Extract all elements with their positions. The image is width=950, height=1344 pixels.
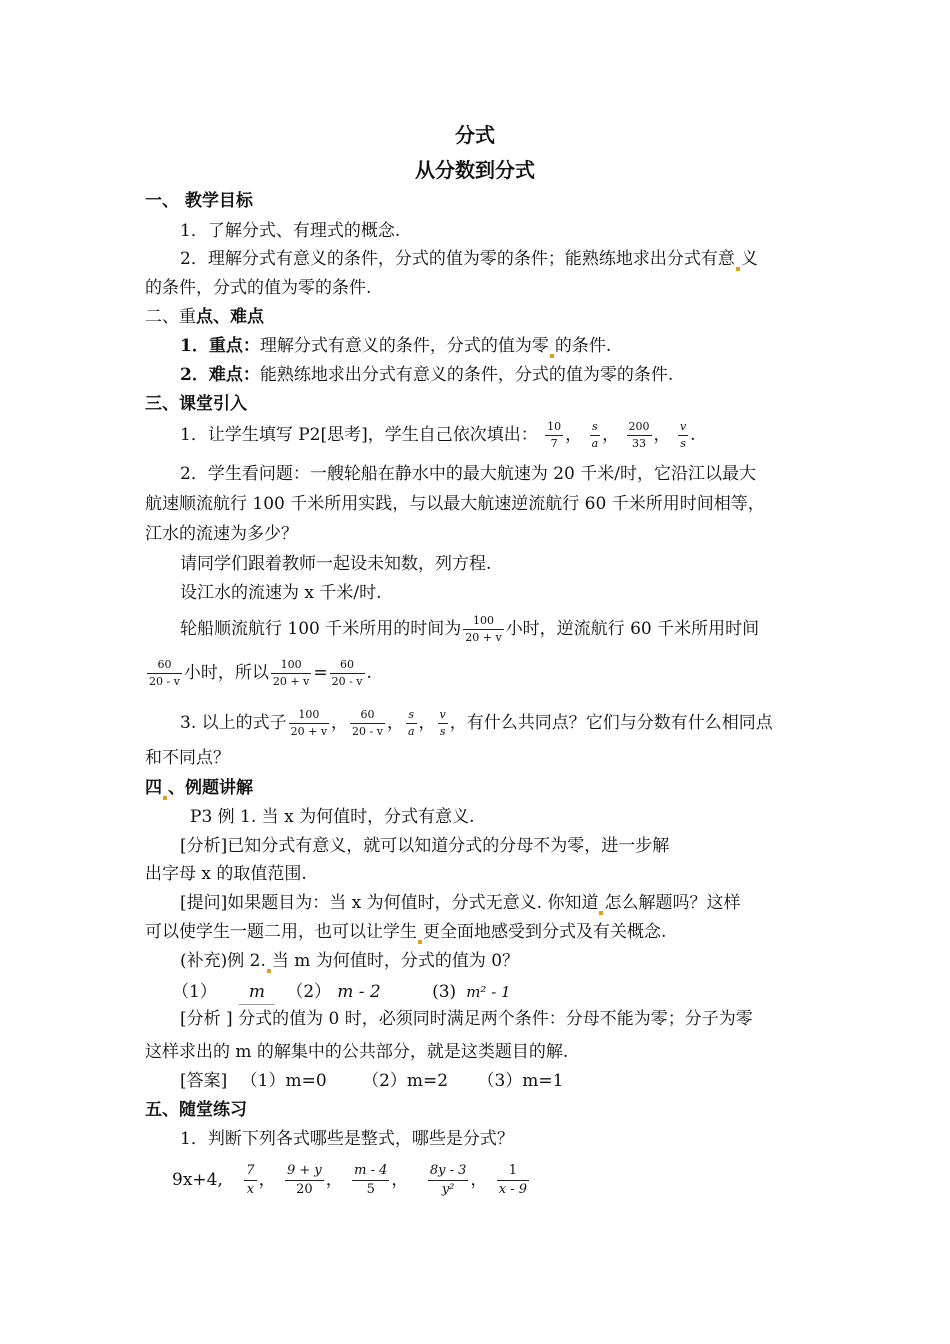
answer-label: [答案] <box>180 1071 228 1091</box>
section-1-heading: 一、 教学目标 <box>145 191 253 211</box>
s1-item-2a <box>180 247 950 271</box>
doc-subtitle: 从分数到分式 <box>415 158 535 182</box>
s3-item-3: 3. 以上的式子 $\frac{100}{20 + v}$ ， $\frac{60}{20 - v}$ ， $\frac{s}{a}$ ， $\frac{v}{s}$ ，有什么共同点？它们与分数有什么相同点 <box>180 708 773 738</box>
fraction-v-s: $\frac{v}{s}$ <box>679 420 687 450</box>
fraction-100-20plusv: $\frac{100}{20 + v}$ <box>272 658 310 688</box>
mark-dot <box>163 796 167 800</box>
s1-item-1: 1．了解分式、有理式的概念. <box>180 221 401 241</box>
s2-key-point <box>180 334 950 358</box>
s4-example-2: (补充)例 2. 当 m 为何值时，分式的值为 0？ <box>180 951 520 971</box>
fraction-200-33: $\frac{200}{33}$ <box>628 420 650 450</box>
s2-heading-bold: 点、难点 <box>196 307 264 327</box>
mark-dot <box>550 354 554 358</box>
s4-analysis-1a: [分析]已知分式有意义，就可以知道分式的分母不为零，进一步解 <box>180 836 670 856</box>
s3-item-2b: 航速顺流航行 100 千米所用实践，与以最大航速逆流航行 60 千米所用时间相等， <box>145 494 765 514</box>
section-5-heading: 五、随堂练习 <box>145 1100 247 1120</box>
section-3-heading: 三、课堂引入 <box>145 394 247 414</box>
doc-title: 分式 <box>455 123 495 147</box>
s3-item-3b: 和不同点？ <box>145 748 230 768</box>
s4-question-1a: [提问]如果题目为：当 x 为何值时，分式无意义. 你知道 怎么解题吗？这样 <box>180 893 741 913</box>
fraction-8y-3-y2: $\frac{8y - 3}{\text{y²}}$ <box>429 1163 467 1197</box>
problem-1-numerator: m <box>239 980 275 1005</box>
answer-3: （3）m=1 <box>477 1071 564 1091</box>
s2-diff-label: 2．难点： <box>180 365 260 385</box>
s2-diff-text: 能熟练地求出分式有意义的条件，分式的值为零的条件. <box>259 365 674 385</box>
s5-item-1: 1．判断下列各式哪些是整式，哪些是分式？ <box>180 1129 514 1149</box>
s3-paragraph-1: 请同学们跟着教师一起设未知数，列方程. <box>180 554 492 574</box>
s1-item-2b: 的条件，分式的值为零的条件. <box>145 278 372 298</box>
mark-dot <box>599 911 603 915</box>
s1-item-2a-text: 2．理解分式有意义的条件，分式的值为零的条件；能熟练地求出分式有意 <box>180 249 735 269</box>
s2-key-end: 的条件. <box>554 336 612 356</box>
problem-3-numerator: m² - 1 <box>466 983 511 1001</box>
s3-paragraph-3: 轮船顺流航行 100 千米所用的时间为 $\frac{100}{20 + v}$ 小时，逆流航行 60 千米所用时间 <box>180 614 760 644</box>
s2-difficulty <box>180 363 950 387</box>
fraction-100-20plusv: $\frac{100}{20 + v}$ <box>290 708 328 738</box>
mark-dot <box>267 969 271 973</box>
s5-expressions-row: 9x+4, $\frac{7}{x}$ ， $\frac{9 + y}{20}$ ， $\frac{m - 4}{5}$ ， $\frac{8y - 3}{\text{y²}}$ ， $\frac{1}{x - 9}$ <box>172 1163 528 1197</box>
s4-problems-row: （1） m （2） m - 2 (3) m² - 1 <box>172 980 950 1005</box>
fraction-m-4-5: $\frac{m - 4}{5}$ <box>354 1163 388 1197</box>
fraction-60-20minusv: $\frac{60}{20 - v}$ <box>352 708 383 738</box>
fraction-v-s: $\frac{v}{s}$ <box>439 708 446 738</box>
s4-question-1b: 可以使学生一题二用，也可以让学生 更全面地感受到分式及有关概念. <box>145 922 667 942</box>
fraction-1-x-9: $\frac{1}{x - 9}$ <box>498 1163 528 1197</box>
section-4-heading: 四 、例题讲解 <box>145 778 253 798</box>
fraction-60-20minusv: $\frac{60}{20 - v}$ <box>331 658 363 688</box>
s4-analysis-2b: 这样求出的 m 的解集中的公共部分，就是这类题目的解. <box>145 1042 569 1062</box>
s4-answers <box>180 1069 950 1093</box>
fraction-s-a: $\frac{s}{a}$ <box>591 420 599 450</box>
s3-item-1: 1．让学生填写 P2[思考]，学生自己依次填出： $\frac{10}{7}$ ， $\frac{s}{a}$ ， $\frac{200}{33}$ ， $\frac{v}{s}$ . <box>180 420 696 450</box>
mark-dot <box>736 267 740 271</box>
s4-analysis-2a: [分析 ] 分式的值为 0 时，必须同时满足两个条件：分母不能为零；分子为零 <box>180 1009 753 1029</box>
fraction-10-7: $\frac{10}{7}$ <box>547 420 562 450</box>
s3-item-1-text: 1．让学生填写 P2[思考]，学生自己依次填出： <box>180 425 538 445</box>
fraction-60-20minusv: $\frac{60}{20 - v}$ <box>149 658 180 688</box>
fraction-9plusy-20: $\frac{9 + y}{20}$ <box>286 1163 322 1197</box>
s2-key-label: 1．重点： <box>180 336 260 356</box>
s4-analysis-1b: 出字母 x 的取值范围. <box>145 864 307 884</box>
mark-dot <box>418 940 422 944</box>
section-2-heading <box>145 305 950 329</box>
s3-paragraph-4: $\frac{60}{20 - v}$ 小时，所以 $\frac{100}{20 + v}$ = $\frac{60}{20 - v}$ . <box>149 658 372 688</box>
fraction-s-a: $\frac{s}{a}$ <box>407 708 415 738</box>
s1-item-2a-end: 义 <box>740 249 758 269</box>
problem-2-numerator: m - 2 <box>337 982 381 1002</box>
answer-2: （2）m=2 <box>362 1071 449 1091</box>
answer-1: （1）m=0 <box>240 1071 327 1091</box>
s2-heading-pre: 二、重 <box>145 307 196 327</box>
s3-item-2c: 江水的流速为多少？ <box>145 524 298 544</box>
s4-example-1: P3 例 1. 当 x 为何值时，分式有意义. <box>190 807 475 827</box>
fraction-100-20plusv: $\frac{100}{20 + v}$ <box>465 614 502 644</box>
expr-9x-plus-4: 9x+4, <box>172 1170 223 1190</box>
s2-key-text: 理解分式有意义的条件，分式的值为零 <box>259 336 549 356</box>
s3-paragraph-2: 设江水的流速为 x 千米/时. <box>180 583 382 603</box>
s3-item-2a: 2．学生看问题：一艘轮船在静水中的最大航速为 20 千米/时，它沿江以最大 <box>180 464 756 484</box>
fraction-7-x: $\frac{7}{x}$ <box>246 1163 255 1197</box>
